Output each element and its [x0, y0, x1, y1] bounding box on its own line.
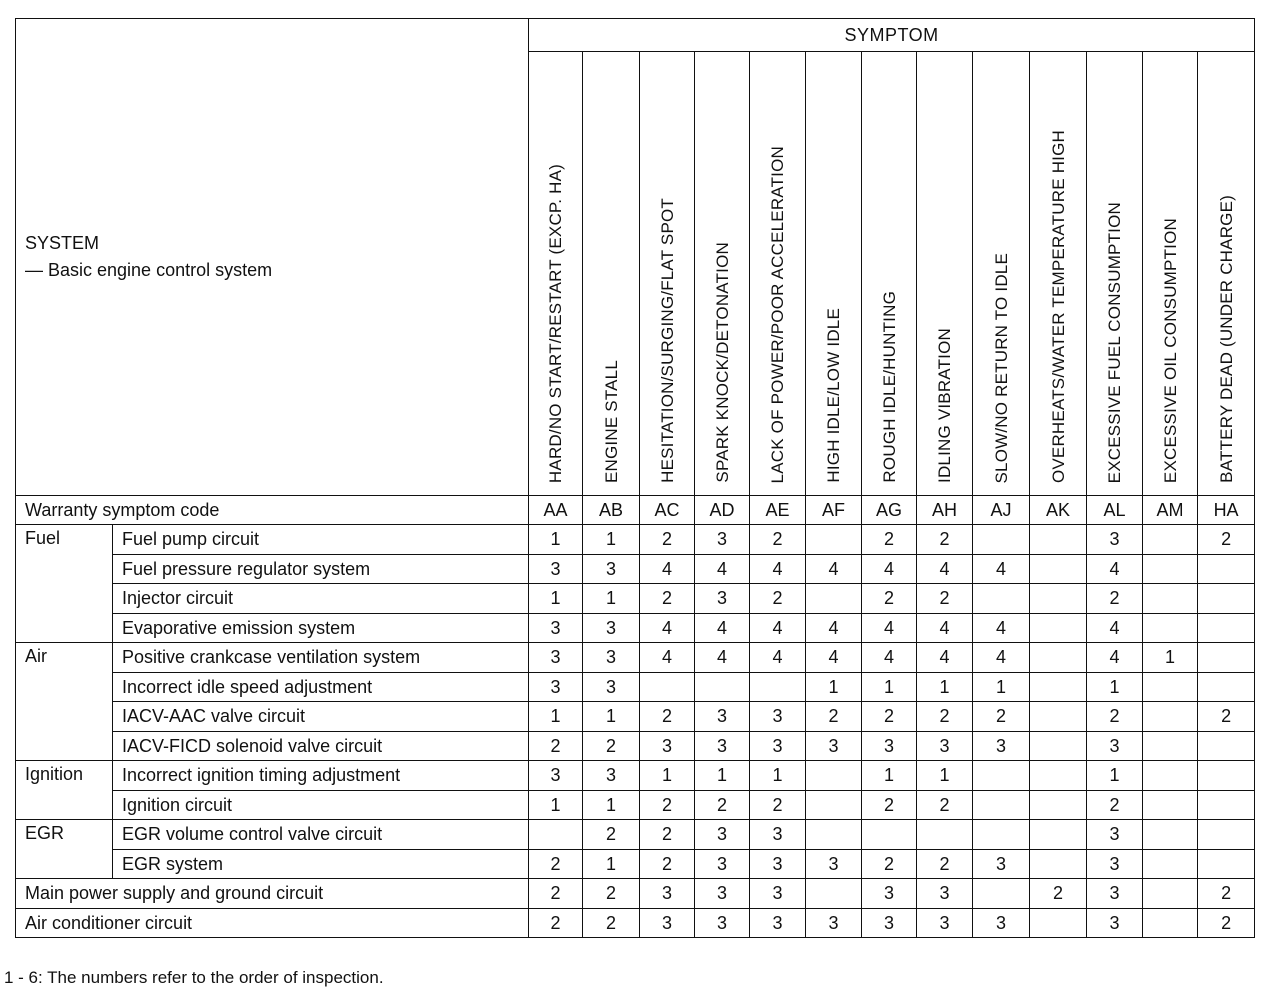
value-cell — [1143, 672, 1198, 702]
warranty-code-cell: AJ — [973, 496, 1030, 525]
value-cell — [1030, 525, 1087, 555]
value-cell — [1143, 731, 1198, 761]
value-cell: 3 — [973, 731, 1030, 761]
symptom-header-label: LACK OF POWER/POOR ACCELERATION — [768, 145, 788, 483]
value-cell — [806, 820, 862, 850]
symptom-header-label: HIGH IDLE/LOW IDLE — [824, 308, 844, 483]
value-cell: 3 — [862, 879, 917, 909]
value-cell: 2 — [1087, 702, 1143, 732]
value-cell: 2 — [529, 908, 583, 938]
symptom-header-label: HESITATION/SURGING/FLAT SPOT — [657, 198, 677, 483]
value-cell — [1143, 554, 1198, 584]
value-cell: 4 — [695, 554, 750, 584]
value-cell — [1143, 908, 1198, 938]
value-cell: 4 — [973, 613, 1030, 643]
value-cell: 3 — [695, 525, 750, 555]
value-cell: 2 — [806, 702, 862, 732]
value-cell: 4 — [917, 554, 973, 584]
value-cell: 1 — [862, 672, 917, 702]
value-cell: 3 — [1087, 731, 1143, 761]
warranty-code-cell: AB — [583, 496, 640, 525]
value-cell: 1 — [583, 790, 640, 820]
symptom-header-label: EXCESSIVE OIL CONSUMPTION — [1160, 217, 1180, 483]
value-cell: 4 — [917, 613, 973, 643]
value-cell: 2 — [862, 849, 917, 879]
value-cell: 2 — [695, 790, 750, 820]
warranty-code-cell: AD — [695, 496, 750, 525]
symptom-header-cell — [862, 52, 917, 496]
value-cell: 3 — [750, 820, 806, 850]
table-row — [16, 672, 1255, 702]
value-cell: 2 — [917, 849, 973, 879]
value-cell: 3 — [583, 761, 640, 791]
value-cell: 2 — [583, 879, 640, 909]
value-cell: 2 — [1087, 584, 1143, 614]
value-cell: 1 — [806, 672, 862, 702]
symptom-header-wrap — [529, 52, 582, 495]
value-cell — [1143, 761, 1198, 791]
value-cell — [1143, 525, 1198, 555]
system-header-subtitle: — Basic engine control system — [25, 260, 273, 280]
value-cell: 3 — [529, 613, 583, 643]
value-cell: 2 — [750, 790, 806, 820]
value-cell: 1 — [917, 672, 973, 702]
value-cell — [1198, 554, 1255, 584]
value-cell — [1198, 820, 1255, 850]
value-cell: 4 — [750, 643, 806, 673]
value-cell — [1030, 554, 1087, 584]
value-cell — [1030, 613, 1087, 643]
value-cell — [1030, 702, 1087, 732]
value-cell: 2 — [640, 820, 695, 850]
value-cell: 2 — [1198, 879, 1255, 909]
value-cell: 1 — [583, 702, 640, 732]
value-cell: 3 — [529, 761, 583, 791]
value-cell — [1030, 643, 1087, 673]
item-label: Ignition circuit — [113, 790, 529, 820]
value-cell: 2 — [640, 702, 695, 732]
group-label: EGR — [16, 820, 113, 879]
warranty-code-cell: AG — [862, 496, 917, 525]
symptom-header-cell — [917, 52, 973, 496]
value-cell: 4 — [862, 643, 917, 673]
value-cell — [806, 790, 862, 820]
system-header-cell — [16, 19, 529, 496]
symptom-header-label: EXCESSIVE FUEL CONSUMPTION — [1105, 201, 1125, 483]
value-cell: 2 — [583, 731, 640, 761]
table-row — [16, 702, 1255, 732]
value-cell: 3 — [750, 879, 806, 909]
symptom-header-wrap — [1087, 52, 1142, 495]
value-cell: 3 — [1087, 820, 1143, 850]
value-cell — [1198, 584, 1255, 614]
item-label: Positive crankcase ventilation system — [113, 643, 529, 673]
value-cell: 3 — [529, 672, 583, 702]
value-cell: 3 — [695, 820, 750, 850]
value-cell: 2 — [1198, 908, 1255, 938]
value-cell: 4 — [806, 554, 862, 584]
value-cell: 2 — [862, 584, 917, 614]
value-cell: 2 — [917, 584, 973, 614]
value-cell: 3 — [806, 731, 862, 761]
symptom-header-wrap — [750, 52, 805, 495]
table-row — [16, 820, 1255, 850]
table-row — [16, 613, 1255, 643]
table-row — [16, 731, 1255, 761]
value-cell — [1198, 613, 1255, 643]
value-cell: 1 — [529, 790, 583, 820]
symptom-header-wrap — [917, 52, 972, 495]
symptom-header-label: HARD/NO START/RESTART (EXCP. HA) — [546, 163, 566, 483]
symptom-header-wrap — [806, 52, 861, 495]
table-row — [16, 761, 1255, 791]
value-cell: 3 — [750, 849, 806, 879]
warranty-code-label: Warranty symptom code — [16, 496, 529, 525]
value-cell — [1143, 849, 1198, 879]
value-cell — [1198, 790, 1255, 820]
symptom-header-cell — [695, 52, 750, 496]
item-label: Injector circuit — [113, 584, 529, 614]
value-cell: 1 — [1087, 672, 1143, 702]
value-cell: 3 — [695, 731, 750, 761]
value-cell: 1 — [973, 672, 1030, 702]
value-cell — [640, 672, 695, 702]
value-cell — [1030, 849, 1087, 879]
value-cell — [1143, 584, 1198, 614]
value-cell — [806, 879, 862, 909]
table-row — [16, 584, 1255, 614]
value-cell — [973, 879, 1030, 909]
warranty-code-cell: AC — [640, 496, 695, 525]
value-cell: 2 — [640, 525, 695, 555]
value-cell: 3 — [695, 584, 750, 614]
value-cell: 1 — [529, 525, 583, 555]
value-cell: 3 — [529, 643, 583, 673]
value-cell: 3 — [750, 731, 806, 761]
symptom-header-wrap — [1143, 52, 1197, 495]
value-cell — [973, 525, 1030, 555]
value-cell — [1030, 820, 1087, 850]
item-label: EGR system — [113, 849, 529, 879]
value-cell — [1198, 761, 1255, 791]
value-cell — [695, 672, 750, 702]
value-cell — [1030, 790, 1087, 820]
warranty-code-cell: AF — [806, 496, 862, 525]
table-row — [16, 643, 1255, 673]
symptom-title: SYMPTOM — [529, 19, 1255, 52]
value-cell: 3 — [806, 908, 862, 938]
table-body — [16, 19, 1255, 938]
table-row — [16, 849, 1255, 879]
value-cell — [1198, 643, 1255, 673]
value-cell: 3 — [973, 849, 1030, 879]
item-label: Incorrect ignition timing adjustment — [113, 761, 529, 791]
value-cell: 4 — [1087, 643, 1143, 673]
symptom-inspection-table — [15, 18, 1255, 938]
value-cell: 3 — [583, 672, 640, 702]
symptom-header-label: SLOW/NO RETURN TO IDLE — [991, 252, 1011, 483]
table-row — [16, 525, 1255, 555]
item-label: Fuel pressure regulator system — [113, 554, 529, 584]
value-cell: 4 — [695, 643, 750, 673]
value-cell — [806, 761, 862, 791]
value-cell: 4 — [806, 613, 862, 643]
value-cell — [1198, 849, 1255, 879]
value-cell: 3 — [640, 908, 695, 938]
value-cell: 1 — [583, 525, 640, 555]
symptom-header-cell — [529, 52, 583, 496]
value-cell: 3 — [1087, 908, 1143, 938]
value-cell: 3 — [1087, 849, 1143, 879]
warranty-code-cell: AH — [917, 496, 973, 525]
value-cell: 4 — [973, 643, 1030, 673]
symptom-header-wrap — [973, 52, 1029, 495]
table-row — [16, 554, 1255, 584]
value-cell — [973, 790, 1030, 820]
value-cell: 1 — [529, 584, 583, 614]
symptom-header-wrap — [862, 52, 916, 495]
value-cell — [1030, 761, 1087, 791]
value-cell: 3 — [917, 879, 973, 909]
value-cell: 3 — [640, 731, 695, 761]
value-cell — [973, 820, 1030, 850]
symptom-header-label: ROUGH IDLE/HUNTING — [879, 291, 899, 483]
value-cell — [862, 820, 917, 850]
value-cell: 3 — [583, 613, 640, 643]
item-label: Fuel pump circuit — [113, 525, 529, 555]
item-label: Main power supply and ground circuit — [16, 879, 529, 909]
value-cell — [1143, 879, 1198, 909]
value-cell: 3 — [695, 879, 750, 909]
value-cell: 3 — [695, 908, 750, 938]
value-cell: 3 — [973, 908, 1030, 938]
group-label: Air — [16, 643, 113, 761]
value-cell: 3 — [750, 702, 806, 732]
value-cell — [1030, 731, 1087, 761]
value-cell: 3 — [917, 908, 973, 938]
value-cell: 1 — [640, 761, 695, 791]
value-cell — [1030, 908, 1087, 938]
value-cell: 3 — [862, 908, 917, 938]
value-cell: 1 — [695, 761, 750, 791]
value-cell: 2 — [862, 702, 917, 732]
value-cell: 2 — [1087, 790, 1143, 820]
value-cell: 3 — [695, 702, 750, 732]
symptom-header-label: OVERHEATS/WATER TEMPERATURE HIGH — [1048, 129, 1068, 483]
symptom-header-wrap — [1030, 52, 1086, 495]
value-cell: 1 — [583, 584, 640, 614]
value-cell: 1 — [1087, 761, 1143, 791]
value-cell — [1143, 702, 1198, 732]
warranty-code-cell: AL — [1087, 496, 1143, 525]
value-cell: 4 — [917, 643, 973, 673]
value-cell: 2 — [529, 849, 583, 879]
warranty-code-cell: AK — [1030, 496, 1087, 525]
warranty-code-cell: AE — [750, 496, 806, 525]
value-cell — [973, 584, 1030, 614]
table-row — [16, 790, 1255, 820]
value-cell — [1030, 584, 1087, 614]
symptom-header-wrap — [583, 52, 639, 495]
value-cell: 2 — [917, 790, 973, 820]
value-cell: 4 — [1087, 613, 1143, 643]
symptom-header-cell — [973, 52, 1030, 496]
value-cell: 3 — [640, 879, 695, 909]
system-header-title: SYSTEM — [25, 233, 100, 253]
value-cell: 2 — [583, 908, 640, 938]
value-cell — [917, 820, 973, 850]
symptom-header-cell — [1143, 52, 1198, 496]
symptom-header-wrap — [695, 52, 749, 495]
symptom-header-wrap — [640, 52, 694, 495]
value-cell: 2 — [750, 584, 806, 614]
value-cell — [1198, 672, 1255, 702]
value-cell: 2 — [917, 525, 973, 555]
value-cell: 4 — [750, 554, 806, 584]
value-cell: 3 — [529, 554, 583, 584]
item-label: EGR volume control valve circuit — [113, 820, 529, 850]
value-cell: 2 — [1198, 525, 1255, 555]
value-cell: 4 — [973, 554, 1030, 584]
value-cell: 4 — [640, 643, 695, 673]
value-cell — [1143, 790, 1198, 820]
value-cell: 4 — [862, 554, 917, 584]
value-cell: 2 — [1030, 879, 1087, 909]
group-label: Fuel — [16, 525, 113, 643]
value-cell: 1 — [529, 702, 583, 732]
value-cell — [1143, 820, 1198, 850]
symptom-header-cell — [1087, 52, 1143, 496]
value-cell: 2 — [973, 702, 1030, 732]
warranty-code-cell: AA — [529, 496, 583, 525]
value-cell: 4 — [640, 554, 695, 584]
symptom-header-cell — [1198, 52, 1255, 496]
symptom-title-row — [16, 19, 1255, 52]
warranty-code-cell: AM — [1143, 496, 1198, 525]
value-cell: 2 — [640, 790, 695, 820]
value-cell: 1 — [862, 761, 917, 791]
value-cell: 3 — [1087, 525, 1143, 555]
value-cell — [1030, 672, 1087, 702]
value-cell: 3 — [862, 731, 917, 761]
value-cell — [529, 820, 583, 850]
warranty-code-row — [16, 496, 1255, 525]
warranty-code-cell: HA — [1198, 496, 1255, 525]
value-cell: 1 — [750, 761, 806, 791]
item-label: Air conditioner circuit — [16, 908, 529, 938]
value-cell: 3 — [750, 908, 806, 938]
group-label: Ignition — [16, 761, 113, 820]
value-cell: 3 — [695, 849, 750, 879]
value-cell: 2 — [640, 849, 695, 879]
symptom-header-cell — [640, 52, 695, 496]
footnote: 1 - 6: The numbers refer to the order of inspection. — [4, 968, 384, 987]
item-label: IACV-FICD solenoid valve circuit — [113, 731, 529, 761]
value-cell: 2 — [862, 525, 917, 555]
symptom-header-cell — [806, 52, 862, 496]
item-label: Incorrect idle speed adjustment — [113, 672, 529, 702]
value-cell: 2 — [917, 702, 973, 732]
table-row — [16, 879, 1255, 909]
value-cell: 4 — [640, 613, 695, 643]
value-cell: 4 — [695, 613, 750, 643]
value-cell: 3 — [917, 731, 973, 761]
value-cell — [806, 584, 862, 614]
value-cell: 2 — [583, 820, 640, 850]
value-cell: 2 — [640, 584, 695, 614]
symptom-header-label: BATTERY DEAD (UNDER CHARGE) — [1216, 195, 1236, 483]
symptom-header-cell — [750, 52, 806, 496]
value-cell: 2 — [862, 790, 917, 820]
value-cell: 4 — [750, 613, 806, 643]
value-cell — [806, 525, 862, 555]
value-cell: 3 — [583, 554, 640, 584]
value-cell — [973, 761, 1030, 791]
item-label: Evaporative emission system — [113, 613, 529, 643]
symptom-header-wrap — [1198, 52, 1254, 495]
symptom-header-label: ENGINE STALL — [601, 359, 621, 483]
value-cell: 3 — [806, 849, 862, 879]
value-cell: 3 — [583, 643, 640, 673]
value-cell: 1 — [1143, 643, 1198, 673]
value-cell: 1 — [917, 761, 973, 791]
value-cell: 2 — [750, 525, 806, 555]
value-cell: 3 — [1087, 879, 1143, 909]
item-label: IACV-AAC valve circuit — [113, 702, 529, 732]
value-cell: 2 — [529, 879, 583, 909]
value-cell: 4 — [1087, 554, 1143, 584]
symptom-header-cell — [1030, 52, 1087, 496]
value-cell: 1 — [583, 849, 640, 879]
table-row — [16, 908, 1255, 938]
symptom-header-cell — [583, 52, 640, 496]
value-cell — [1143, 613, 1198, 643]
symptom-header-label: IDLING VIBRATION — [935, 328, 955, 483]
value-cell: 2 — [1198, 702, 1255, 732]
value-cell: 4 — [862, 613, 917, 643]
value-cell: 2 — [529, 731, 583, 761]
symptom-header-label: SPARK KNOCK/DETONATION — [712, 242, 732, 483]
value-cell — [1198, 731, 1255, 761]
value-cell: 4 — [806, 643, 862, 673]
value-cell — [750, 672, 806, 702]
